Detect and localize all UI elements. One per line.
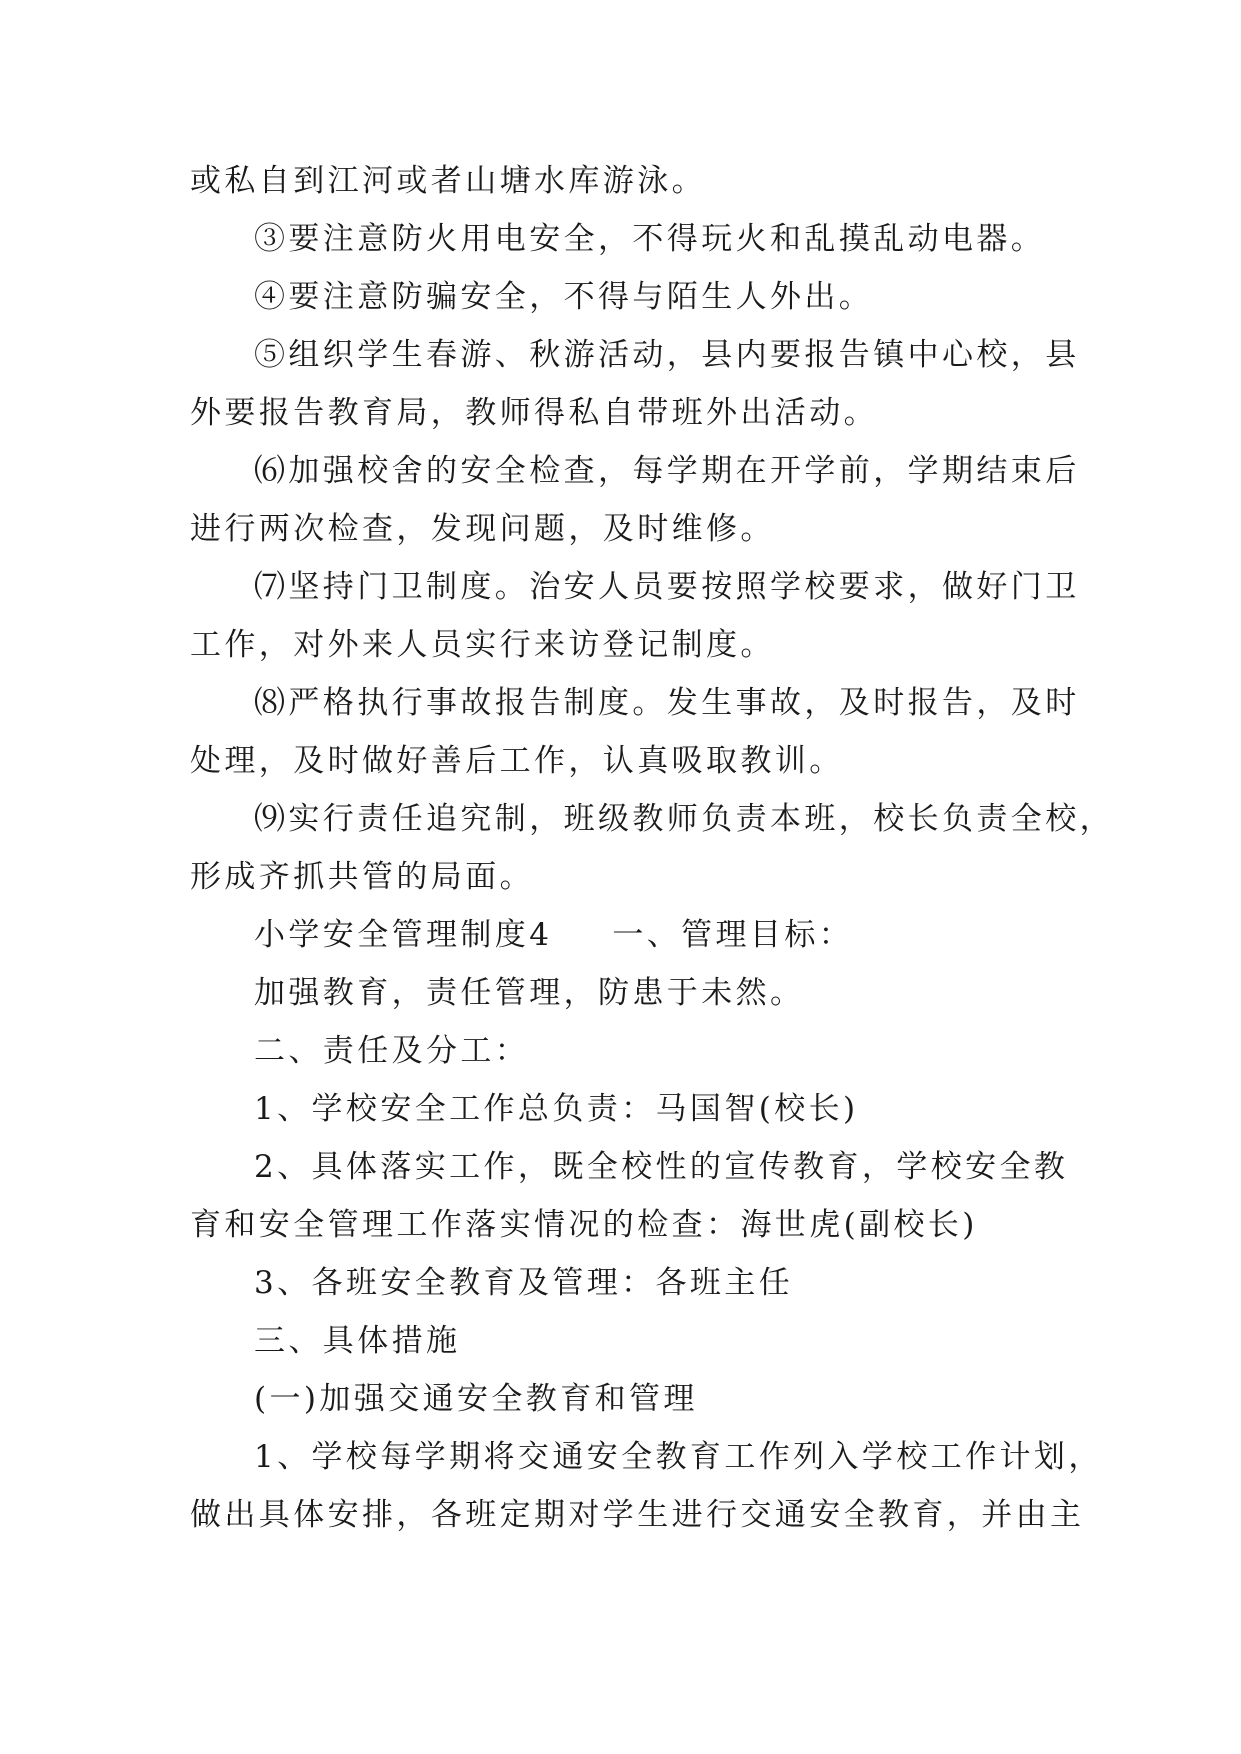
subsection-title: 一、管理目标： (612, 917, 854, 953)
text-line: 1、学校每学期将交通安全教育工作列入学校工作计划， (254, 1439, 1103, 1475)
text-line: ⑤组织学生春游、秋游活动，县内要报告镇中心校，县 (254, 337, 1080, 373)
text-line: 1、学校安全工作总负责：马国智(校长) (254, 1091, 859, 1127)
text-line: 二、责任及分工： (254, 1033, 530, 1069)
text-line: 3、各班安全教育及管理：各班主任 (254, 1265, 794, 1301)
text-line: 工作，对外来人员实行来访登记制度。 (190, 627, 775, 663)
text-line: (一)加强交通安全教育和管理 (254, 1381, 698, 1417)
text-line: 三、具体措施 (254, 1323, 461, 1359)
text-line: 进行两次检查，发现问题，及时维修。 (190, 511, 775, 547)
text-line: ④要注意防骗安全，不得与陌生人外出。 (254, 279, 874, 315)
section-title: 小学安全管理制度4 (254, 917, 553, 953)
document-body (190, 152, 1114, 1544)
text-line: 形成齐抓共管的局面。 (190, 859, 534, 895)
text-line: 处理，及时做好善后工作，认真吸取教训。 (190, 743, 844, 779)
text-line: 加强教育，责任管理，防患于未然。 (254, 975, 805, 1011)
text-line: 育和安全管理工作落实情况的检查：海世虎(副校长) (190, 1207, 978, 1243)
text-line: ⑺坚持门卫制度。治安人员要按照学校要求，做好门卫 (254, 569, 1080, 605)
text-line: ⑻严格执行事故报告制度。发生事故，及时报告，及时 (254, 685, 1080, 721)
section-heading-line (190, 906, 1050, 964)
text-line: ③要注意防火用电安全，不得玩火和乱摸乱动电器。 (254, 221, 1046, 257)
text-line: ⑼实行责任追究制，班级教师负责本班，校长负责全校， (254, 801, 1114, 837)
text-line: 2、具体落实工作，既全校性的宣传教育，学校安全教 (254, 1149, 1069, 1185)
text-line: 做出具体安排，各班定期对学生进行交通安全教育，并由主 (190, 1497, 1085, 1533)
text-line: 或私自到江河或者山塘水库游泳。 (190, 163, 706, 199)
text-line: ⑹加强校舍的安全检查，每学期在开学前，学期结束后 (254, 453, 1080, 489)
text-line: 外要报告教育局，教师得私自带班外出活动。 (190, 395, 878, 431)
